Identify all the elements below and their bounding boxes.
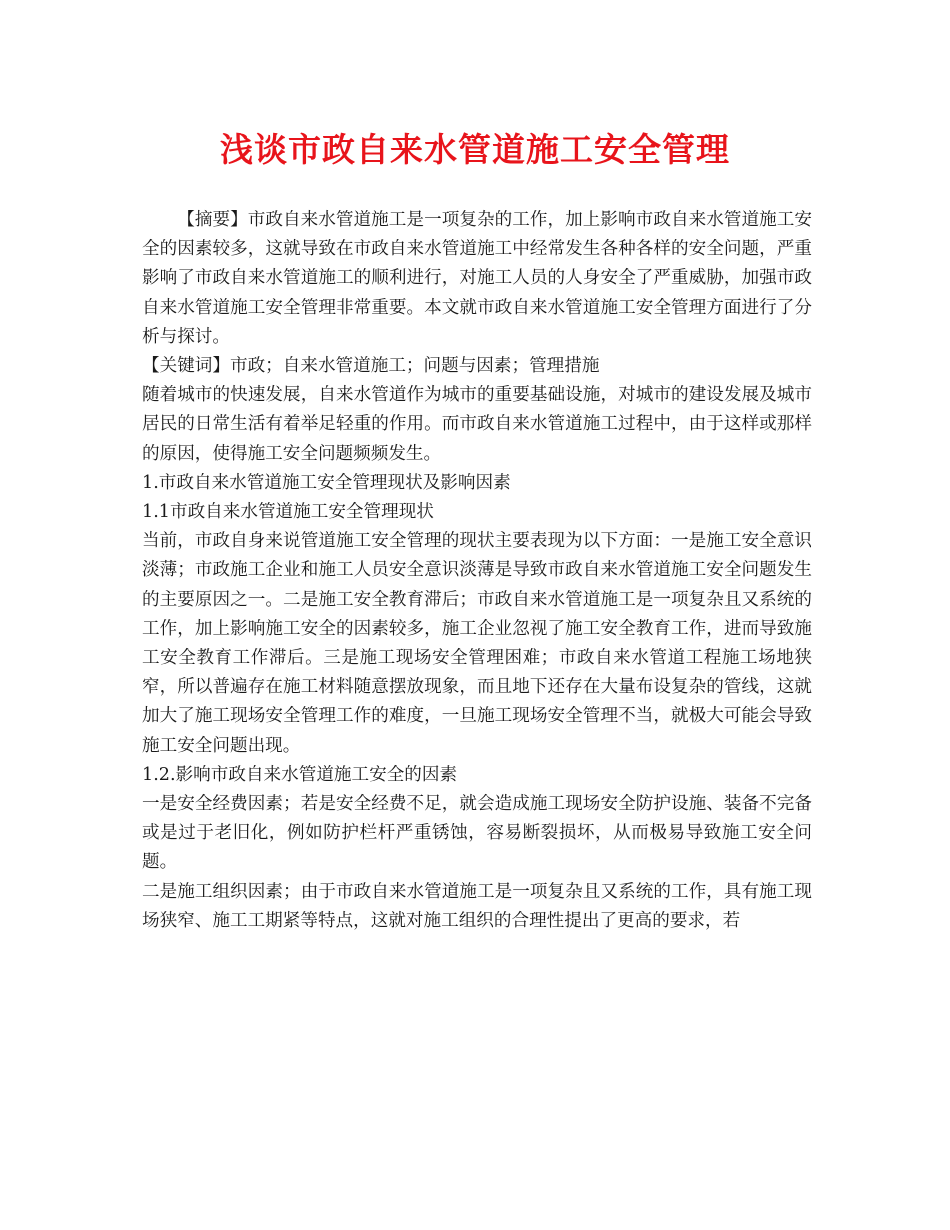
abstract-paragraph: 【摘要】市政自来水管道施工是一项复杂的工作，加上影响市政自来水管道施工安全的因素较多，这就导致在市政自来水管道施工中经常发生各种各样的安全问题，严重影响了市政自来水管道施工的顺利进行，对施工人员的人身安全了严重威胁，加强市政自来水管道施工安全管理非常重要。本文就市政自来水管道施工安全管理方面进行了分析与探讨。 (142, 210, 812, 347)
section-heading-1: 1.市政自来水管道施工安全管理现状及影响因素 (142, 472, 511, 493)
subsection-heading-1-2: 1.2.影响市政自来水管道施工安全的因素 (142, 764, 458, 785)
body-paragraph: 当前，市政自身来说管道施工安全管理的现状主要表现为以下方面：一是施工安全意识淡薄；市政施工企业和施工人员安全意识淡薄是导致市政自来水管道施工安全问题发生的主要原因之一。二是施工安全教育滞后；市政自来水管道施工是一项复杂且又系统的工作，加上影响施工安全的因素较多，施工企业忽视了施工安全教育工作，进而导致施工安全教育工作滞后。三是施工现场安全管理困难；市政自来水管道工程施工场地狭窄，所以普遍存在施工材料随意摆放现象，而且地下还存在大量布设复杂的管线，这就加大了施工现场安全管理工作的难度，一旦施工现场安全管理不当，就极大可能会导致施工安全问题出现。 (142, 531, 812, 756)
intro-paragraph: 随着城市的快速发展，自来水管道作为城市的重要基础设施，对城市的建设发展及城市居民的日常生活有着举足轻重的作用。而市政自来水管道施工过程中，由于这样或那样的原因，使得施工安全问题频频发生。 (142, 385, 812, 464)
document-title: 浅谈市政自来水管道施工安全管理 (220, 130, 730, 169)
body-paragraph: 二是施工组织因素；由于市政自来水管道施工是一项复杂且又系统的工作，具有施工现场狭窄、施工工期紧等特点，这就对施工组织的合理性提出了更高的要求，若 (142, 881, 812, 931)
document-body (142, 206, 812, 936)
body-paragraph: 一是安全经费因素；若是安全经费不足，就会造成施工现场安全防护设施、装备不完备或是过于老旧化，例如防护栏杆严重锈蚀，容易断裂损坏，从而极易导致施工安全问题。 (142, 794, 812, 873)
subsection-heading-1-1: 1.1市政自来水管道施工安全管理现状 (142, 502, 434, 523)
keywords-paragraph: 【关键词】市政；自来水管道施工；问题与因素；管理措施 (142, 356, 600, 377)
